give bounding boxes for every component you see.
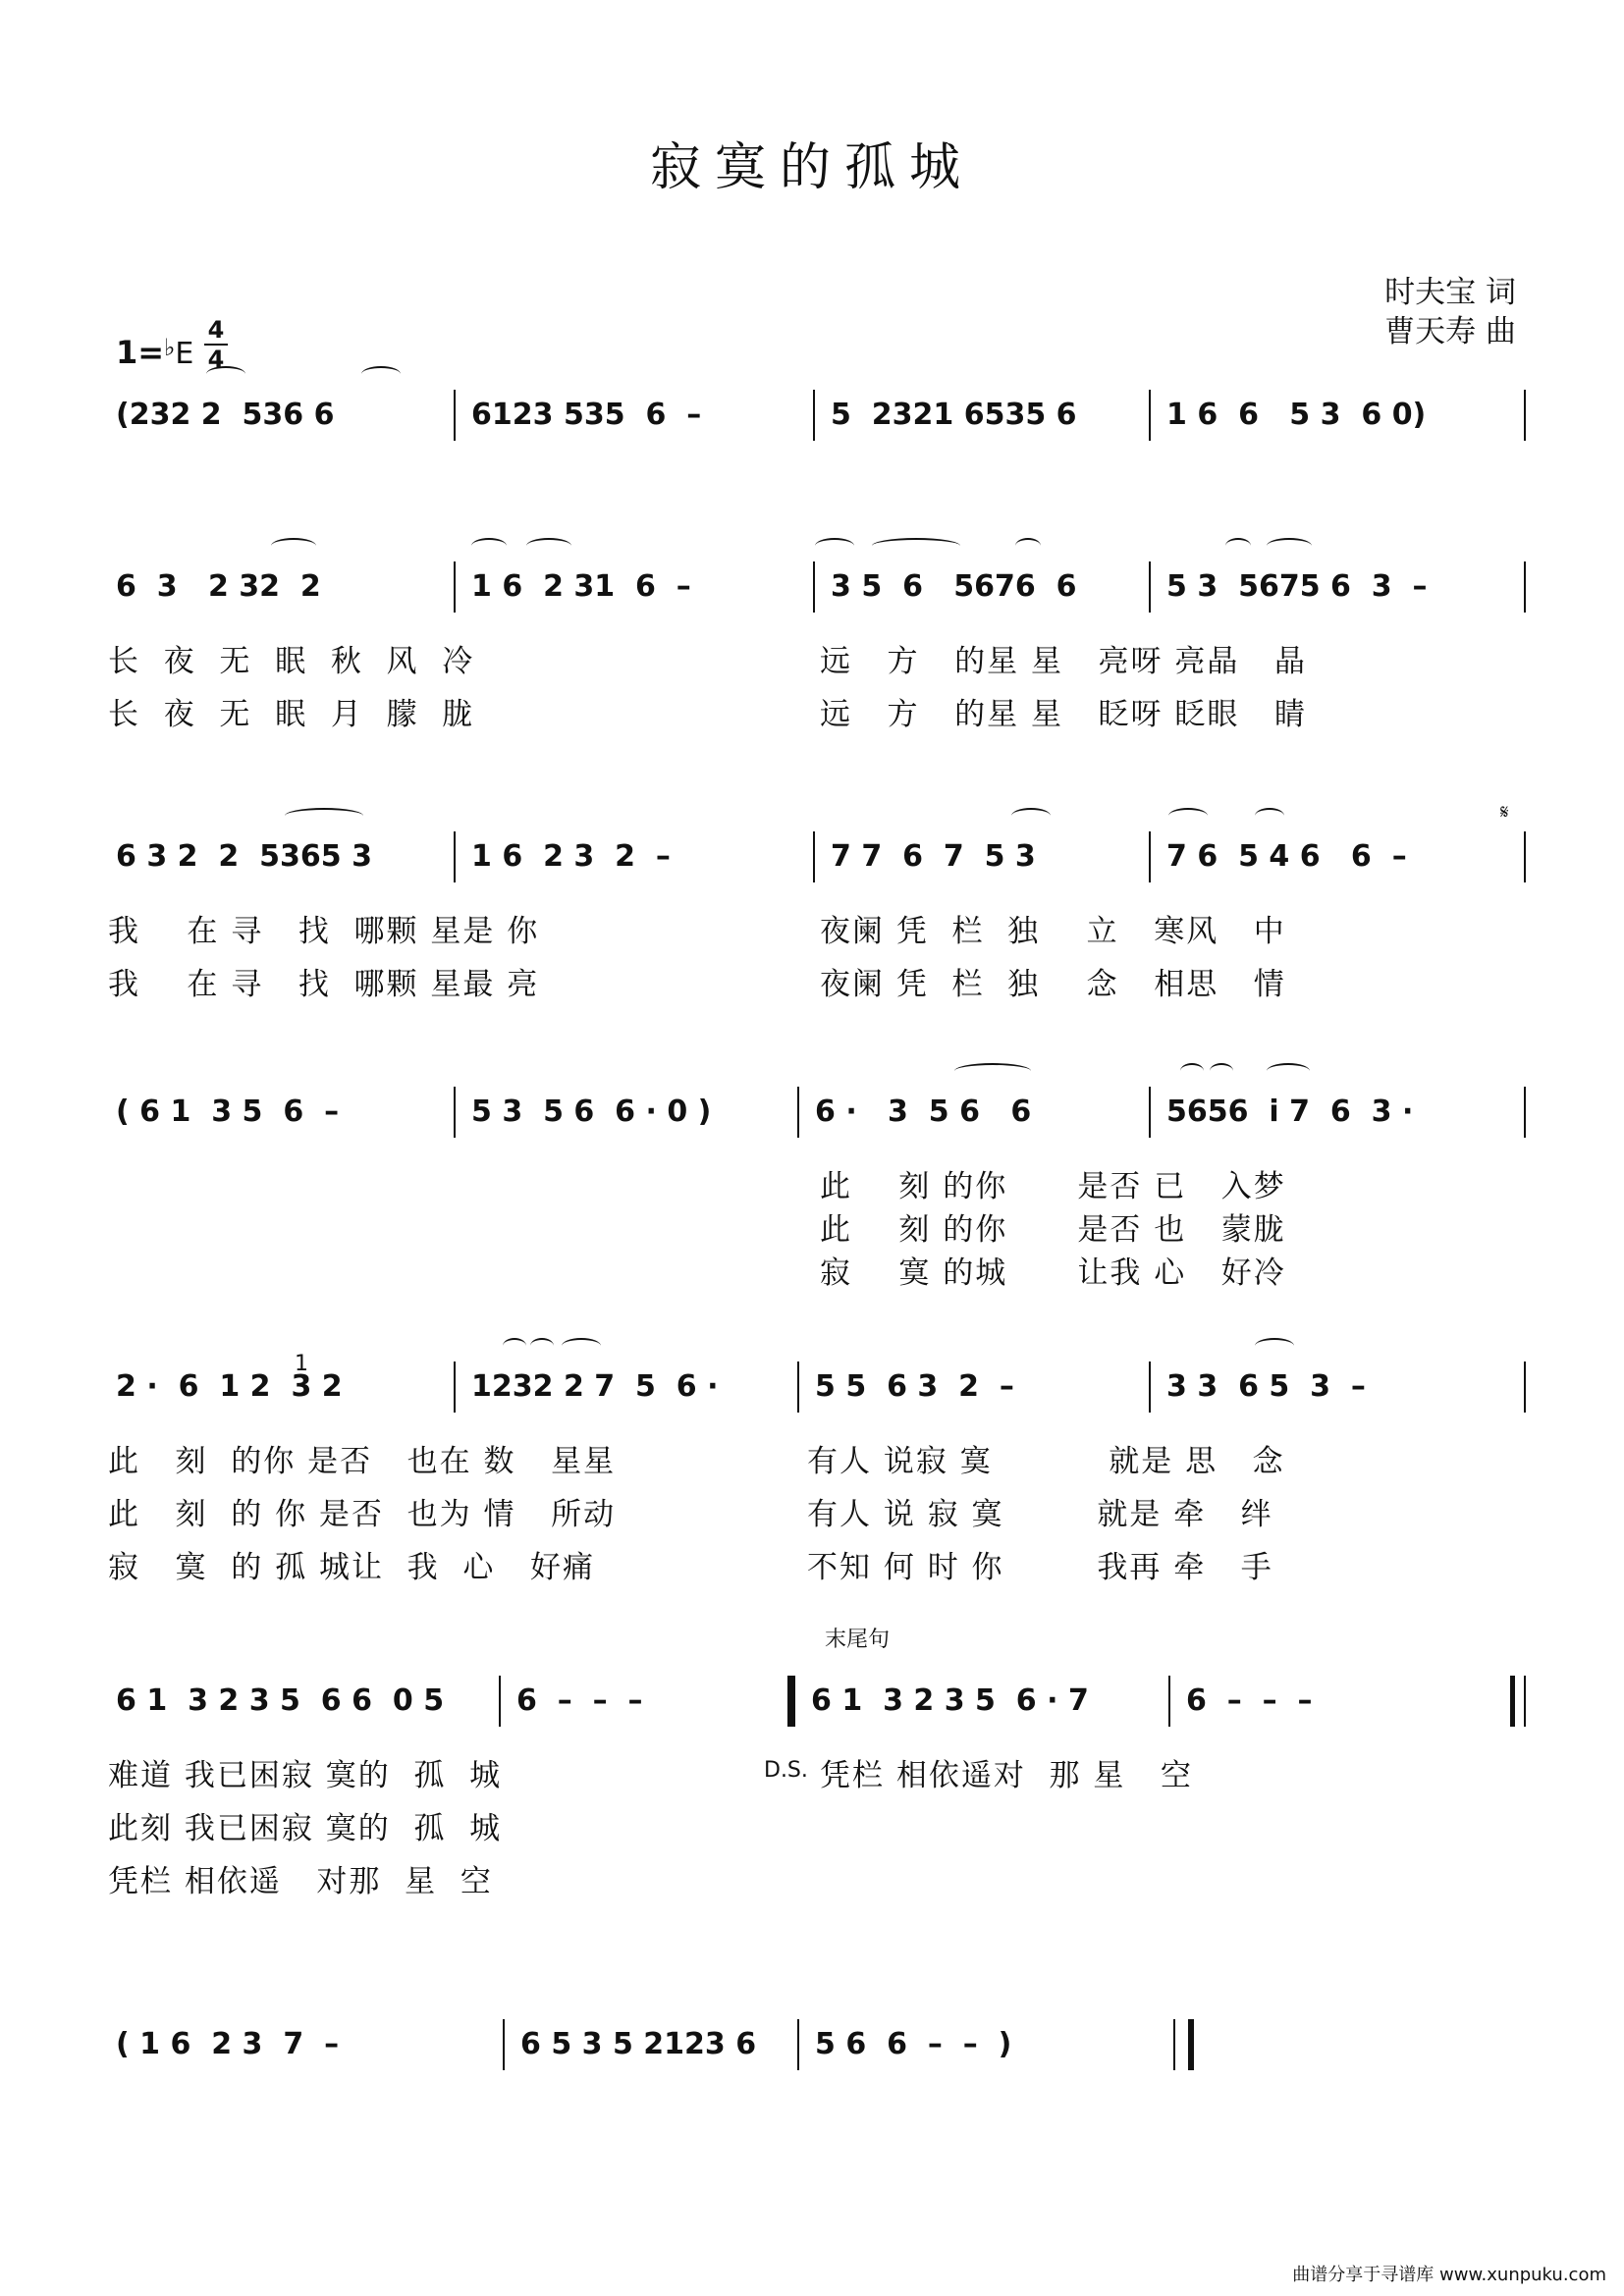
lyric-text: 远 方 的星 星 亮呀 亮晶 晶 (820, 644, 1307, 679)
lyric-text: 夜阑 凭 栏 独 念 相思 情 (820, 967, 1286, 1002)
measure: 5656 i 7 6 3 · (1166, 1095, 1414, 1129)
lyric-text: 有人 说 寂 寞 就是 牵 绊 (807, 1497, 1273, 1532)
time-bottom: 4 (207, 346, 225, 373)
bar-line (454, 390, 456, 441)
slur-mark (872, 538, 960, 554)
lyric-text: 寂 寞 的城 让我 心 好冷 (820, 1255, 1286, 1291)
measure: 1 6 2 31 6 – (471, 569, 691, 604)
bar-line (1149, 561, 1151, 613)
measure: ( 6 1 3 5 6 – (116, 1095, 340, 1129)
bar-line (1149, 1362, 1151, 1413)
slur-mark (1267, 1063, 1310, 1079)
bar-line (1524, 831, 1526, 882)
lyric-text: 我 在 寻 找 哪颗 星最 亮 (108, 967, 540, 1002)
segno-icon: 𝄋 (1500, 800, 1509, 824)
bar-line (454, 831, 456, 882)
bar-line (454, 561, 456, 613)
page-title: 寂寞的孤城 (649, 138, 974, 197)
slur-mark (471, 538, 507, 554)
measure: 6123 535 6 – (471, 398, 702, 432)
flat-sign: ♭ (164, 334, 176, 361)
time-top: 4 (204, 316, 228, 346)
measure: 3 5 6 5676 6 (831, 569, 1077, 604)
bar-line (1524, 1087, 1526, 1138)
slur-mark (361, 366, 401, 382)
slur-mark (1225, 538, 1251, 554)
bar-line (503, 2019, 505, 2070)
measure: 5 3 5 6 6 · 0 ) (471, 1095, 712, 1129)
measure: 6 3 2 2 5365 3 (116, 839, 372, 874)
lyric-text: 不知 何 时 你 我再 牵 手 (807, 1550, 1273, 1585)
bar-line (1524, 390, 1526, 441)
lyric-text: 此 刻 的你 是否 也 蒙胧 (820, 1212, 1286, 1248)
bar-line (499, 1676, 501, 1727)
slur-mark (954, 1063, 1031, 1079)
measure: 5 6 6 – – ) (815, 2027, 1012, 2061)
footer-watermark: 曲谱分享于寻谱库 www.xunpuku.com (1292, 2265, 1606, 2285)
measure: 1 6 6 5 3 6 0) (1166, 398, 1427, 432)
slur-mark (815, 538, 854, 554)
measure: (232 2 536 6 (116, 398, 335, 432)
measure: 5 2321 6535 6 (831, 398, 1077, 432)
measure: 6 · 3 5 6 6 (815, 1095, 1032, 1129)
bar-line (1524, 1362, 1526, 1413)
slur-mark (1015, 538, 1041, 554)
key-signature (116, 334, 193, 371)
slur-mark (1255, 1338, 1294, 1354)
measure: 5 5 6 3 2 – (815, 1369, 1014, 1404)
bar-line (1524, 561, 1526, 613)
lyric-text: 难道 我已困寂 寞的 孤 城 (108, 1758, 503, 1793)
lyric-text: 远 方 的星 星 眨呀 眨眼 睛 (820, 697, 1307, 732)
lyric-text: 寂 寞 的 孤 城让 我 心 好痛 (108, 1550, 595, 1585)
bar-line (454, 1087, 456, 1138)
slur-mark (206, 366, 245, 382)
key-prefix: 1= (116, 334, 165, 371)
bar-line (1149, 390, 1151, 441)
measure: 5 3 5675 6 3 – (1166, 569, 1428, 604)
slur-mark (285, 808, 363, 824)
final-bar-line (1188, 2019, 1194, 2070)
ending-label: 末尾句 (825, 1628, 891, 1652)
key-note: E (175, 337, 194, 371)
grace-note: 1 (295, 1352, 308, 1376)
measure: 7 7 6 7 5 3 (831, 839, 1036, 874)
composer-credit: 曹天寿 曲 (1384, 314, 1516, 349)
slur-mark (530, 1338, 554, 1354)
lyric-text: 我 在 寻 找 哪颗 星是 你 (108, 914, 540, 949)
slur-mark (1168, 808, 1208, 824)
lyric-text: 夜阑 凭 栏 独 立 寒风 中 (820, 914, 1286, 949)
measure: ( 1 6 2 3 7 – (116, 2027, 340, 2061)
lyric-text: 有人 说寂 寞 就是 思 念 (807, 1444, 1285, 1479)
lyric-text: 长 夜 无 眠 秋 风 冷 (108, 644, 475, 679)
slur-mark (1011, 808, 1051, 824)
slur-mark (1210, 1063, 1233, 1079)
slur-mark (1267, 538, 1312, 554)
measure: 6 – – – (516, 1683, 643, 1718)
bar-line (797, 1087, 799, 1138)
measure: 6 – – – (1186, 1683, 1313, 1718)
credits (1384, 273, 1516, 351)
bar-line (793, 1676, 795, 1727)
lyric-text: 此 刻 的你 是否 也在 数 星星 (108, 1444, 617, 1479)
measure: 6 5 3 5 2123 6 (520, 2027, 757, 2061)
final-double-bar (1510, 1676, 1515, 1727)
lyric-text: 此 刻 的你 是否 已 入梦 (820, 1169, 1286, 1204)
slur-mark (1180, 1063, 1204, 1079)
bar-line (813, 561, 815, 613)
lyric-text: 长 夜 无 眠 月 朦 胧 (108, 697, 475, 732)
measure: 6 3 2 32 2 (116, 569, 321, 604)
bar-line (813, 390, 815, 441)
bar-line (1149, 1087, 1151, 1138)
repeat-bar-line (787, 1676, 793, 1727)
bar-line (797, 2019, 799, 2070)
ds-marker: D.S. (764, 1758, 808, 1783)
measure: 1232 2 7 5 6 · (471, 1369, 719, 1404)
slur-mark (562, 1338, 601, 1354)
bar-line (1168, 1676, 1170, 1727)
lyric-text: 凭栏 相依遥对 那 星 空 (820, 1758, 1193, 1793)
measure: 2 · 6 1 2 3 2 (116, 1369, 343, 1404)
lyric-text: 凭栏 相依遥 对那 星 空 (108, 1864, 493, 1899)
bar-line (454, 1362, 456, 1413)
bar-line (813, 831, 815, 882)
lyric-text: 此 刻 的 你 是否 也为 情 所动 (108, 1497, 617, 1532)
slur-mark (271, 538, 316, 554)
bar-line (1173, 2019, 1175, 2070)
measure: 3 3 6 5 3 – (1166, 1369, 1366, 1404)
measure: 7 6 5 4 6 6 – (1166, 839, 1407, 874)
measure: 6 1 3 2 3 5 6 6 0 5 (116, 1683, 445, 1718)
lyric-text: 此刻 我已困寂 寞的 孤 城 (108, 1811, 503, 1846)
measure: 6 1 3 2 3 5 6 · 7 (811, 1683, 1089, 1718)
time-signature (204, 316, 228, 373)
measure: 1 6 2 3 2 – (471, 839, 671, 874)
slur-mark (1255, 808, 1284, 824)
slur-mark (503, 1338, 526, 1354)
bar-line (1524, 1676, 1526, 1727)
slur-mark (526, 538, 571, 554)
lyricist-credit: 时夫宝 词 (1384, 275, 1516, 310)
bar-line (797, 1362, 799, 1413)
bar-line (1149, 831, 1151, 882)
